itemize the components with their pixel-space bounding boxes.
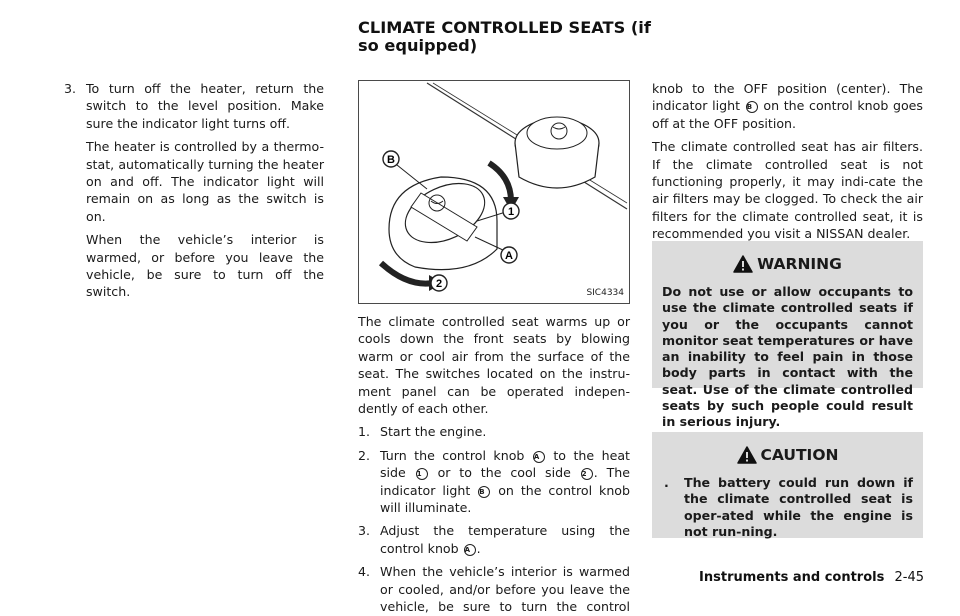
step-text (380, 447, 630, 517)
label-a (501, 247, 517, 263)
step-number: 3. (358, 523, 371, 539)
seat-knob-figure (358, 80, 630, 304)
step-text-a: Turn the control knob (380, 447, 525, 463)
caution-triangle-icon (737, 446, 757, 464)
marker-a: A (464, 544, 476, 556)
step-text-a: Adjust the temperature using the control knob (380, 523, 630, 556)
text-b: on the control knob goes off at the OFF position. (652, 98, 923, 131)
svg-text:A: A (505, 250, 513, 262)
intro-paragraph: The climate controlled seat warms up or cools down the front seats by blowing warm or cool air from the surface of the seat. The switches located on the instru-ment panel can be operated indepen-dently of each other. (358, 314, 630, 417)
warning-text: Do not use or allow occupants to use the climate controlled seats if you or the occupants cannot monitor seat temperatures or have an inability to feel pain in those body parts in contact with the seat. Use of the climate controlled seats by such people could result in serious injury. (662, 284, 913, 430)
paragraph-turn-off: When the vehicle’s interior is warmed, or before you leave the vehicle, be sure to turn off the switch. (86, 232, 324, 300)
step-1 (358, 423, 630, 440)
text-a: knob to the OFF position (center). The indicator light (652, 81, 923, 114)
knob-illustration (359, 81, 629, 303)
step-text-d: . The indicator light (380, 465, 631, 498)
footer-section: Instruments and controls (699, 570, 885, 585)
page-footer (699, 570, 924, 585)
step-4 (358, 563, 630, 615)
step-text: When the vehicle’s interior is warmed or cooled, and/or before you leave the vehicle, be sure to turn the control (380, 564, 630, 615)
warning-triangle-icon (733, 255, 753, 273)
step-number: 3. (64, 81, 77, 96)
marker-2: 2 (581, 468, 593, 480)
warning-header (652, 254, 923, 274)
paragraph-thermostat: The heater is controlled by a thermo-stat, automatically turning the heater on and off. The indicator light will remain on as long as the switch is on. (86, 139, 324, 224)
step-2 (358, 447, 630, 517)
marker-b: B (478, 486, 490, 498)
air-filters-paragraph: The climate controlled seat has air filters. If the climate controlled seat is not functioning properly, it may indi-cate the air filters may be clogged. To check the air filters for the climate controlled seat, it is recommended you visit a NISSAN dealer. (652, 139, 923, 242)
bullet-marker: . (664, 475, 669, 490)
svg-text:1: 1 (507, 206, 515, 218)
caution-bullet (662, 475, 913, 540)
step-text (380, 522, 630, 557)
figure-code: SIC4334 (586, 288, 624, 298)
caution-text: The battery could run down if the climate controlled seat is oper-ated while the engine is not run-ning. (684, 475, 913, 539)
right-column (652, 80, 923, 243)
step-text: To turn off the heater, return the switch to the level position. Make sure the indicator light turns off. (86, 81, 324, 131)
step-text-end: . (476, 540, 481, 556)
marker-a: A (533, 451, 545, 463)
step-number: 2. (358, 447, 371, 463)
section-heading: CLIMATE CONTROLLED SEATS (if so equipped) (358, 18, 651, 55)
label-1 (503, 203, 519, 219)
marker-1: 1 (416, 468, 428, 480)
step-text: Start the engine. (380, 424, 487, 440)
label-2 (431, 275, 447, 291)
step-3b (358, 522, 630, 557)
middle-column (358, 313, 630, 616)
step-text-c: or to the cool side (437, 465, 571, 481)
off-position-paragraph (652, 80, 923, 132)
marker-b: B (746, 101, 758, 113)
label-b (383, 151, 399, 167)
step-number: 4. (358, 564, 371, 580)
footer-page-number: 2-45 (894, 570, 924, 585)
step-text-e: on the control knob will illuminate. (380, 482, 630, 516)
step-text-b: to the heat side (380, 447, 630, 481)
caution-box (652, 432, 923, 538)
step-3 (64, 80, 324, 132)
caution-title: CAUTION (760, 446, 839, 464)
caution-header (652, 445, 923, 465)
svg-text:2: 2 (435, 278, 443, 290)
warning-title: WARNING (757, 255, 842, 273)
warning-box (652, 241, 923, 430)
svg-text:B: B (387, 154, 395, 166)
step-number: 1. (358, 424, 371, 440)
left-column (64, 80, 324, 301)
